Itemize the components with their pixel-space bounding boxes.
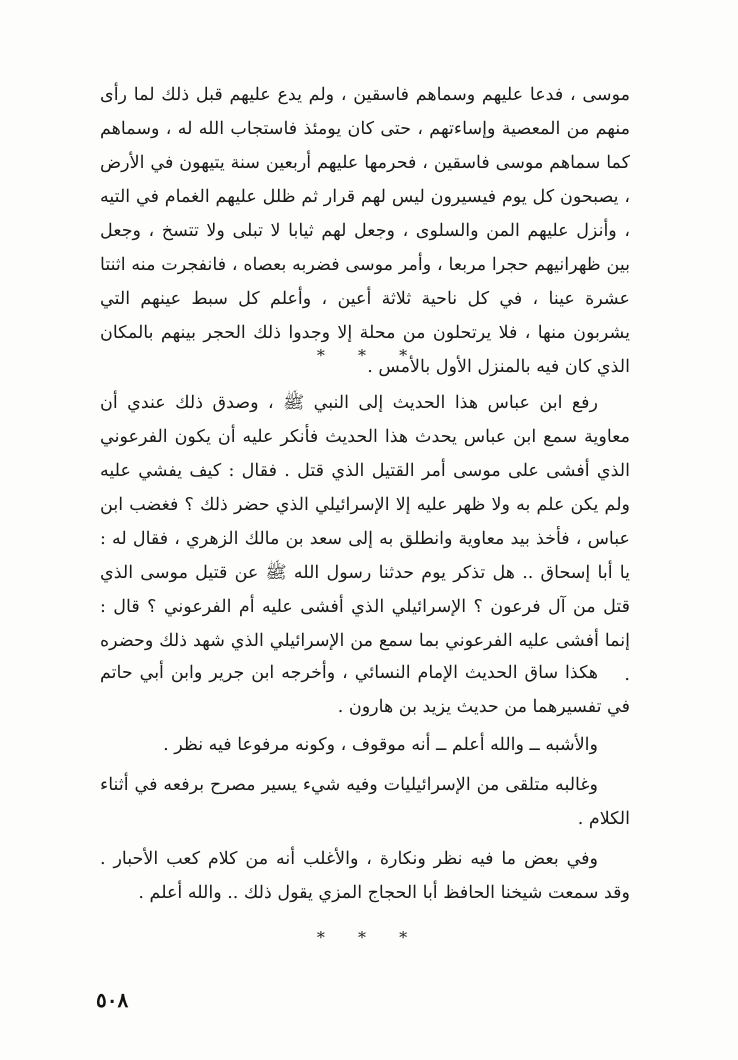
section-separator: * * * bbox=[316, 928, 422, 947]
paragraph-text: هكذا ساق الحديث الإمام النسائي ، وأخرجه ابن جرير وابن أبي حاتم في تفسيرهما من حديث يزيد بن هارون . bbox=[100, 663, 630, 717]
page-number: ٥٠٨ bbox=[96, 988, 129, 1012]
paragraph-text: موسى ، فدعا عليهم وسماهم فاسقين ، ولم يدع عليهم قبل ذلك لما رأى منهم من المعصية وإساءتهم ، حتى كان يومئذ فاستجاب الله له ، وسماهم كما سماهم موسى فاسقين ، فحرمها عليهم أربعين سنة يتيهون في الأرض ، يصبحون كل يوم فيسيرون ليس لهم قرار ثم ظلل عليهم الغمام في التيه ، وأنزل عليهم المن والسلوى ، وجعل لهم ثيابا لا تبلى ولا تتسخ ، وجعل بين ظهرانيهم حجرا مربعا ، وأمر موسى فضربه بعصاه ، فانفجرت منه اثنتا عشرة عينا ، في كل ناحية ثلاثة أعين ، وأعلم كل سبط عينهم التي يشربون منها ، فلا يرتحلون من محلة إلا وجدوا ذلك الحجر بينهم بالمكان الذي كان فيه بالمنزل الأول بالأمس . bbox=[100, 85, 630, 377]
paragraph-text: وفي بعض ما فيه نظر ونكارة ، والأغلب أنه من كلام كعب الأحبار . وقد سمعت شيخنا الحافظ أبا الحجاج المزي يقول ذلك .. والله أعلم . bbox=[100, 849, 630, 903]
paragraph-text: رفع ابن عباس هذا الحديث إلى النبي ﷺ ، وصدق ذلك عندي أن معاوية سمع ابن عباس يحدث هذا الحديث فأنكر عليه أن يكون الفرعوني الذي أفشى على موسى أمر القتيل الذي قتل . فقال : كيف يفشي عليه ولم يكن علم به ولا ظهر عليه إلا الإسرائيلي الذي حضر ذلك ؟ فغضب ابن عباس ، فأخذ بيد معاوية وانطلق به إلى سعد بن مالك الزهري ، فقال له : يا أبا إسحاق .. هل تذكر يوم حدثنا رسول الله ﷺ عن قتيل موسى الذي قتل من آل فرعون ؟ الإسرائيلي الذي أفشى عليه أم الفرعوني ؟ قال : إنما أفشى عليه الفرعوني بما سمع من الإسرائيلي الذي شهد ذلك وحضره . bbox=[100, 393, 630, 685]
paragraph-text: وغالبه متلقى من الإسرائيليات وفيه شيء يسير مصرح برفعه في أثناء الكلام . bbox=[100, 775, 630, 829]
paragraph-ibn-abbas bbox=[100, 386, 630, 692]
paragraph-nasai bbox=[100, 656, 630, 724]
paragraph-israiliyat bbox=[100, 768, 630, 836]
section-separator: * * * bbox=[316, 346, 422, 365]
paragraph-continuation bbox=[100, 78, 630, 384]
paragraph-mawquf bbox=[100, 728, 630, 762]
paragraph-text: والأشبه ــ والله أعلم ــ أنه موقوف ، وكونه مرفوعا فيه نظر . bbox=[163, 735, 598, 755]
paragraph-nakara bbox=[100, 842, 630, 910]
